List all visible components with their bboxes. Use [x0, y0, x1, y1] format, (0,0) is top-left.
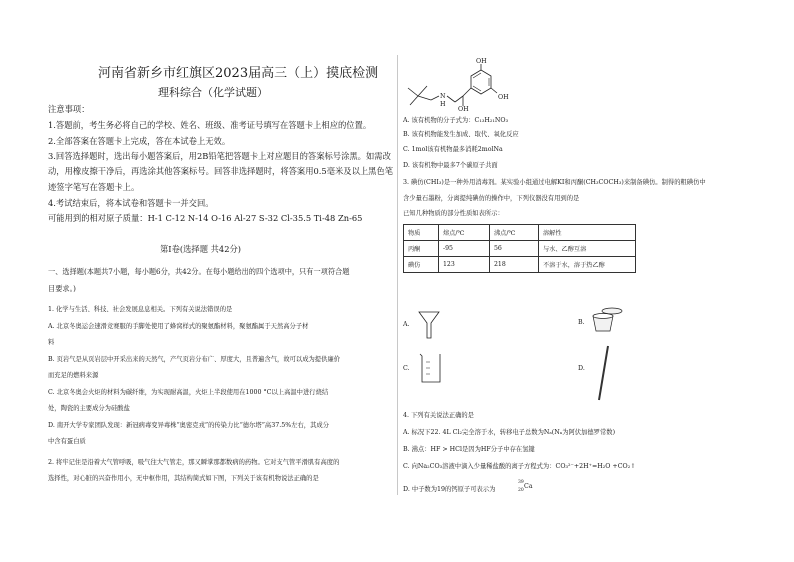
crucible-icon — [590, 306, 624, 334]
table-cell: -95 — [439, 241, 490, 257]
apparatus-d-label: D. — [578, 365, 585, 372]
apparatus-b-label: B. — [578, 319, 585, 326]
q3-stem: 3. 碘仿(CHI₃)是一种外用消毒剂。某实验小组通过电解KI和丙酮(CH₃COCH₃)来制备碘仿。制得的粗碘仿中 — [403, 179, 706, 186]
q3-stem: 已知几种物质的部分性质如表所示： — [403, 210, 504, 217]
q4-stem: 4. 下列有关说法正确的是 — [403, 412, 474, 419]
table-header: 沸点/℃ — [490, 225, 539, 241]
q1-option-a: A. 北京冬奥运会速滑竞赛服的手脚处使用了蜂窝样式的聚氨酯材料，聚氨酯属于天然高分子材 — [48, 323, 309, 330]
q2-stem: 选择性，对心脏的兴奋作用小，无中枢作用，其结构简式如下图，下列关于该有机物说法正确的是 — [48, 475, 319, 482]
q2-option-d: D. 该有机物中最多7个碳原子共面 — [403, 162, 498, 169]
q4-option-c-equation: CO₃²⁻+2H⁺=H₂O +CO₂↑ — [555, 463, 636, 470]
notice-line: 2.全部答案在答题卡上完成，答在本试卷上无效。 — [48, 136, 231, 146]
q1-option-c: 处，陶瓷的主要成分为硅酸盐 — [48, 405, 130, 412]
section-intro: 目要求。) — [48, 284, 76, 293]
q4-option-c-text: C. 向Na₂CO₃溶液中滴入少量稀盐酸的离子方程式为： — [403, 463, 556, 470]
beaker-icon — [418, 352, 446, 386]
q1-option-b: B. 页岩气是从页岩层中开采出来的天然气，产气页岩分布广、厚度大，且普遍含气，故可以成为提供廉价 — [48, 356, 340, 363]
table-cell: 123 — [439, 257, 490, 273]
mol-oh-label: OH — [498, 94, 509, 101]
mol-oh-label: OH — [476, 58, 487, 65]
section-intro: 一、选择题(本题共7小题，每小题6分，共42分。在每小题给出的四个选项中，只有一项符合题 — [48, 267, 350, 276]
table-cell: 与水、乙醇互溶 — [539, 241, 636, 257]
glass-rod-icon — [596, 344, 612, 404]
q4-option-b: B. 沸点：HF > HCl是因为HF分子中存在氢键 — [403, 446, 535, 453]
q1-option-d: D. 南开大学专家团队发现：新冠病毒变异毒株“奥密克戎”的传染力比“德尔塔”高37.5%左右，其成分 — [48, 422, 329, 429]
column-divider — [397, 55, 398, 495]
q1-stem: 1. 化学与生活、科技、社会发展息息相关。下列有关说法错误的是 — [48, 306, 233, 313]
q1-option-a: 料 — [48, 339, 55, 346]
mol-n-label: N — [440, 93, 446, 100]
q4-option-c — [403, 464, 636, 470]
funnel-icon — [418, 310, 442, 340]
table-cell: 218 — [490, 257, 539, 273]
notice-line: 迹签字笔写在答题卡上。 — [48, 182, 140, 192]
q4-option-a: A. 标况下22. 4L Cl₂完全溶于水，转移电子总数为Nₐ(Nₐ为阿伏加德罗常数) — [403, 429, 616, 436]
apparatus-c-label: C. — [403, 365, 410, 372]
table-cell: 丙酮 — [404, 241, 439, 257]
table-cell: 不溶于水，溶于热乙醇 — [539, 257, 636, 273]
q2-option-c: C. 1mol该有机物最多消耗2molNa — [403, 146, 503, 153]
q4-option-d — [403, 487, 495, 493]
q1-option-c: C. 北京冬奥会火炬的材料为碳纤维，为实现耐高温，火炬上半段使用在1000 °C以上高温中进行烧结 — [48, 389, 329, 396]
mol-h-label: H — [440, 101, 446, 108]
q4-option-d-text: D. 中子数为19的钙原子可表示为 — [403, 486, 496, 493]
q1-option-d: 中含有蛋白质 — [48, 438, 86, 445]
table-cell: 碘仿 — [404, 257, 439, 273]
notice-line: 4.考试结束后，将本试卷和答题卡一并交回。 — [48, 198, 214, 208]
table-row — [404, 241, 636, 257]
q1-option-b: 而充足的燃料来源 — [48, 372, 99, 379]
notice-line: 3.回答选择题时，选出每小题答案后，用2B铅笔把答题卡上对应题目的答案标号涂黑。如需改 — [48, 151, 391, 161]
q2-option-b: B. 该有机物能发生加成、取代、氧化反应 — [403, 131, 519, 138]
atomic-masses: 可能用到的相对原子质量：H-1 C-12 N-14 O-16 Al-27 S-32 Cl-35.5 Ti-48 Zn-65 — [48, 213, 363, 223]
table-header-row — [404, 225, 636, 241]
table-cell: 56 — [490, 241, 539, 257]
notice-line: 动，用橡皮擦干净后，再选涂其他答案标号。回答非选择题时，将答案用0.5毫米及以上黑色笔 — [48, 166, 394, 176]
notice-heading: 注意事项： — [48, 104, 90, 114]
nuclide-atomic-number: 20 — [518, 488, 524, 493]
q2-option-a: A. 该有机物的分子式为：C₁₃H₂₁NO₃ — [403, 117, 509, 124]
apparatus-a-label: A. — [403, 321, 410, 328]
notice-line: 1.答题前，考生务必将自己的学校、姓名、班级、准考证号填写在答题卡上相应的位置。 — [48, 120, 372, 130]
mol-oh-label: OH — [458, 106, 469, 113]
properties-table — [403, 224, 636, 273]
nuclide-symbol: Ca — [524, 483, 533, 490]
q2-stem: 2. 将牢记住是沿着大气管呼吸，吸气往大气管走，那又瞬掌那都数病的药物。它对支气管平滑肌有高度的 — [48, 459, 340, 466]
section-title: 第Ⅰ卷(选择题 共42分) — [160, 244, 242, 254]
exam-subtitle: 理科综合（化学试题） — [158, 86, 268, 99]
table-row — [404, 257, 636, 273]
nuclide-mass-number: 39 — [518, 480, 524, 485]
exam-title: 河南省新乡市红旗区2023届高三（上）摸底检测 — [98, 66, 379, 81]
table-header: 溶解性 — [539, 225, 636, 241]
table-header: 熔点/℃ — [439, 225, 490, 241]
table-header: 物质 — [404, 225, 439, 241]
q3-stem: 含少量石墨粉，分离提纯碘仿的操作中，下列仪器没有用到的是 — [403, 195, 580, 202]
